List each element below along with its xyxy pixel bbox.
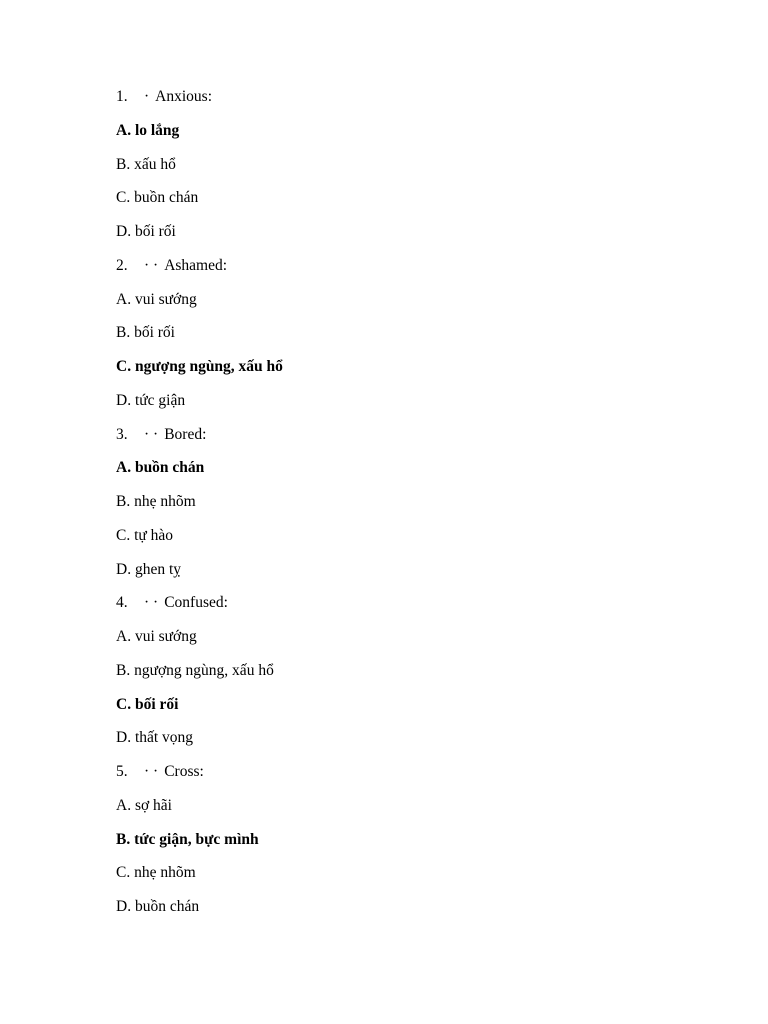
question-1-heading: [116, 80, 716, 114]
answer-option: D. thất vọng: [116, 729, 194, 747]
answer-option: A. vui sướng: [116, 628, 197, 645]
bullet-dots: ·: [144, 88, 150, 105]
bullet-dots: · ·: [144, 425, 159, 443]
correct-answer-option: A. lo lắng: [116, 121, 180, 139]
question-word: Anxious:: [155, 88, 213, 105]
correct-answer-option: B. tức giận, bực mình: [116, 830, 259, 848]
answer-option: C. tự hào: [116, 526, 174, 544]
bullet-dots: · ·: [144, 594, 159, 612]
answer-option: A. sợ hãi: [116, 796, 172, 814]
question-number: 1.: [116, 88, 128, 105]
correct-answer-option: C. bối rối: [116, 695, 179, 713]
bullet-dots: · ·: [144, 256, 159, 274]
question-word: Confused:: [164, 594, 228, 612]
question-number: 4.: [116, 594, 128, 612]
answer-option: B. bối rối: [116, 324, 175, 342]
question-word: Cross:: [164, 763, 204, 780]
question-number: 2.: [116, 256, 128, 274]
answer-option: D. buồn chán: [116, 898, 200, 915]
answer-option: B. xấu hổ: [116, 155, 176, 173]
quiz-document: [116, 80, 716, 924]
correct-answer-option: A. buồn chán: [116, 459, 205, 477]
bullet-dots: · ·: [144, 763, 159, 780]
answer-option: D. tức giận: [116, 391, 186, 409]
answer-option: D. bối rối: [116, 223, 176, 240]
answer-option: B. nhẹ nhõm: [116, 493, 196, 510]
answer-option: C. nhẹ nhõm: [116, 864, 196, 882]
question-5-heading: [116, 755, 716, 789]
question-number: 5.: [116, 763, 128, 780]
answer-option: A. vui sướng: [116, 290, 197, 308]
question-2-heading: [116, 249, 716, 283]
question-word: Ashamed:: [164, 256, 228, 274]
question-3-heading: [116, 418, 716, 452]
answer-option: C. buồn chán: [116, 189, 199, 207]
question-word: Bored:: [164, 425, 207, 443]
answer-option: B. ngượng ngùng, xấu hổ: [116, 661, 274, 679]
answer-option: D. ghen tỵ: [116, 560, 182, 578]
correct-answer-option: C. ngượng ngùng, xấu hổ: [116, 358, 283, 375]
question-4-heading: [116, 586, 716, 620]
question-number: 3.: [116, 425, 128, 443]
